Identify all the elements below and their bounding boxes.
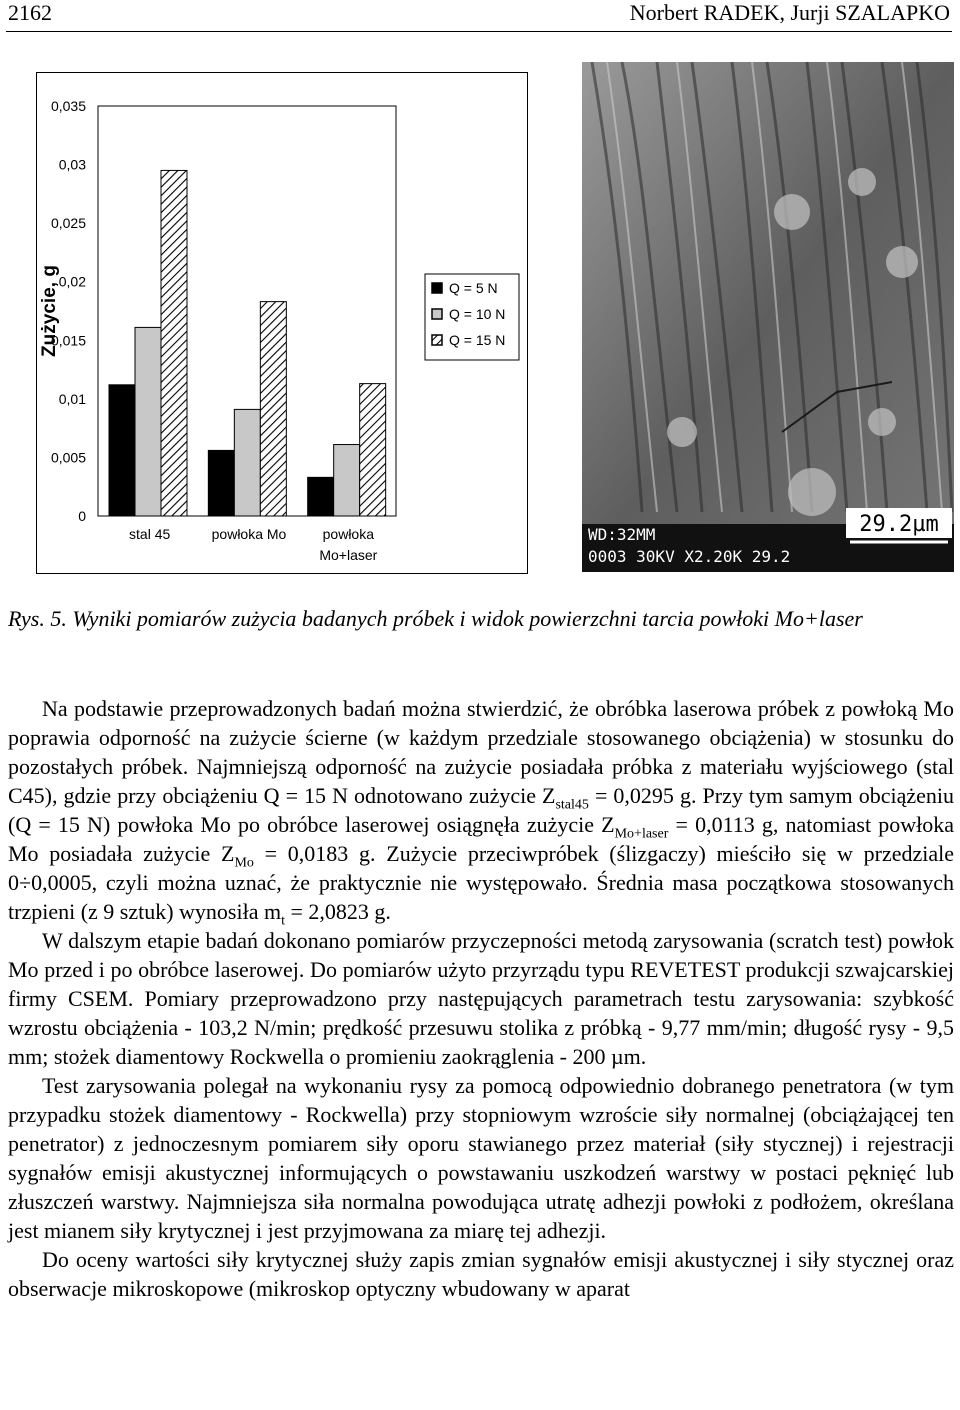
y-tick-label: 0,015 (50, 332, 86, 349)
bar (109, 385, 135, 516)
x-tick-label: powłoka (322, 526, 375, 542)
bar (161, 170, 187, 516)
legend-label: Q = 5 N (449, 280, 498, 296)
bar (208, 450, 234, 516)
y-tick-label: 0,025 (50, 215, 86, 232)
bar (334, 445, 360, 516)
y-tick-label: 0,01 (58, 390, 86, 407)
y-axis-label: Zużycie, g (39, 265, 60, 357)
bar (360, 384, 386, 516)
legend-label: Q = 15 N (449, 332, 506, 348)
sem-scale-label: 29.2µm (859, 512, 939, 537)
wear-bar-chart (36, 72, 528, 574)
bar (234, 409, 260, 516)
chart-canvas (37, 73, 527, 573)
p1-sub-mo: Mo (234, 855, 254, 871)
y-tick-label: 0,03 (58, 156, 86, 173)
page-header (8, 0, 950, 28)
sem-overlay-line-1: WD:32MM (588, 525, 656, 544)
x-tick-label: stal 45 (129, 526, 171, 542)
body-text (8, 694, 954, 1303)
sem-overlay-line-2: 0003 30KV X2.20K 29.2 (588, 547, 791, 566)
bar (308, 477, 334, 516)
paragraph-1 (8, 694, 954, 929)
p1-sub-t: t (281, 913, 285, 929)
paragraph-3: Test zarysowania polegał na wykonaniu rysy za pomocą odpowiednio dobranego penetratora (w tym przypadku stożek diamentowy - Rockwella) przy stopniowym wzroście siły normalnej (obciążającej ten penetrator) z jednoczesnym pomiarem siły oporu stawianego przez materiał (siły stycznej) i rejestracji sygnałów emisji akustycznej informujących o powstawaniu uszkodzeń warstwy w postaci pęknięć lub złuszczeń warstwy. Najmniejsza siła normalna powodująca utratę adhezji powłoki z podłożem, określana jest mianem siły krytycznej i jest przyjmowana za miarę tej adhezji. (8, 1073, 954, 1243)
p1-sub-molaser: Mo+laser (614, 826, 669, 842)
y-tick-label: 0 (78, 508, 86, 524)
legend-swatch (432, 335, 442, 345)
paragraph-4: Do oceny wartości siły krytycznej służy zapis zmian sygnałów emisji akustycznej i siły stycznej oraz obserwacje mikroskopowe (mikroskop optyczny wbudowany w aparat (8, 1247, 954, 1301)
x-tick-label: powłoka Mo (211, 526, 287, 542)
paragraph-2: W dalszym etapie badań dokonano pomiarów przyczepności metodą zarysowania (scratch test) powłok Mo przed i po obróbce laserowej. Do pomiarów użyto przyrządu typu REVETEST produkcji szwajcarskiej firmy CSEM. Pomiary przeprowadzono przy następujących parametrach testu zarysowania: szybkość wzrostu obciążenia - 103,2 N/min; prędkość przesuwu stolika z próbką - 9,77 mm/min; długość rysy - 9,5 mm; stożek diamentowy Rockwella o promieniu zaokrąglenia - 200 µm. (8, 928, 954, 1069)
header-rule (6, 31, 952, 32)
running-head: Norbert RADEK, Jurji SZALAPKO (629, 0, 950, 25)
p1-part-c: = 0,0113 g, natomiast powłoka Mo posiadała zużycie Z (8, 812, 954, 866)
p1-part-b: = 0,0295 g. Przy tym samym obciążeniu (Q = 15 N) powłoka Mo po obróbce laserowej osiągnęła zużycie Z (8, 783, 954, 837)
y-tick-label: 0,005 (50, 449, 86, 466)
legend-swatch (432, 309, 442, 319)
figure-caption: Rys. 5. Wyniki pomiarów zużycia badanych próbek i widok powierzchni tarcia powłoki Mo+laser (8, 606, 863, 631)
bar (260, 302, 286, 516)
p1-sub-stal45: stal45 (555, 797, 589, 813)
p1-part-e: = 2,0823 g. (285, 899, 391, 924)
sem-micrograph (582, 62, 954, 572)
sem-surface-image (582, 62, 954, 572)
x-tick-label: Mo+laser (319, 547, 378, 563)
legend-label: Q = 10 N (449, 306, 506, 322)
legend-swatch (432, 283, 442, 293)
bar (135, 327, 161, 516)
p1-part-d: = 0,0183 g. Zużycie przeciwpróbek (ślizgaczy) mieściło się w przedziale 0÷0,0005, czyli można uznać, że praktycznie nie występowało. Średnia masa początkowa stosowanych trzpieni (z 9 sztuk) wynosiła m (8, 841, 954, 924)
y-tick-label: 0,02 (58, 273, 86, 290)
page-number: 2162 (8, 0, 52, 25)
y-tick-label: 0,035 (50, 98, 86, 114)
p1-part-a: Na podstawie przeprowadzonych badań można stwierdzić, że obróbka laserowa próbek z powłoką Mo poprawia odporność na zużycie ścierne (w każdym przedziale stosowanego obciążenia) w stosunku do pozostałych próbek. Najmniejszą odporność na zużycie posiadała próbka z materiału wyjściowego (stal C45), gdzie przy obciążeniu Q = 15 N odnotowano zużycie Z (8, 696, 954, 808)
